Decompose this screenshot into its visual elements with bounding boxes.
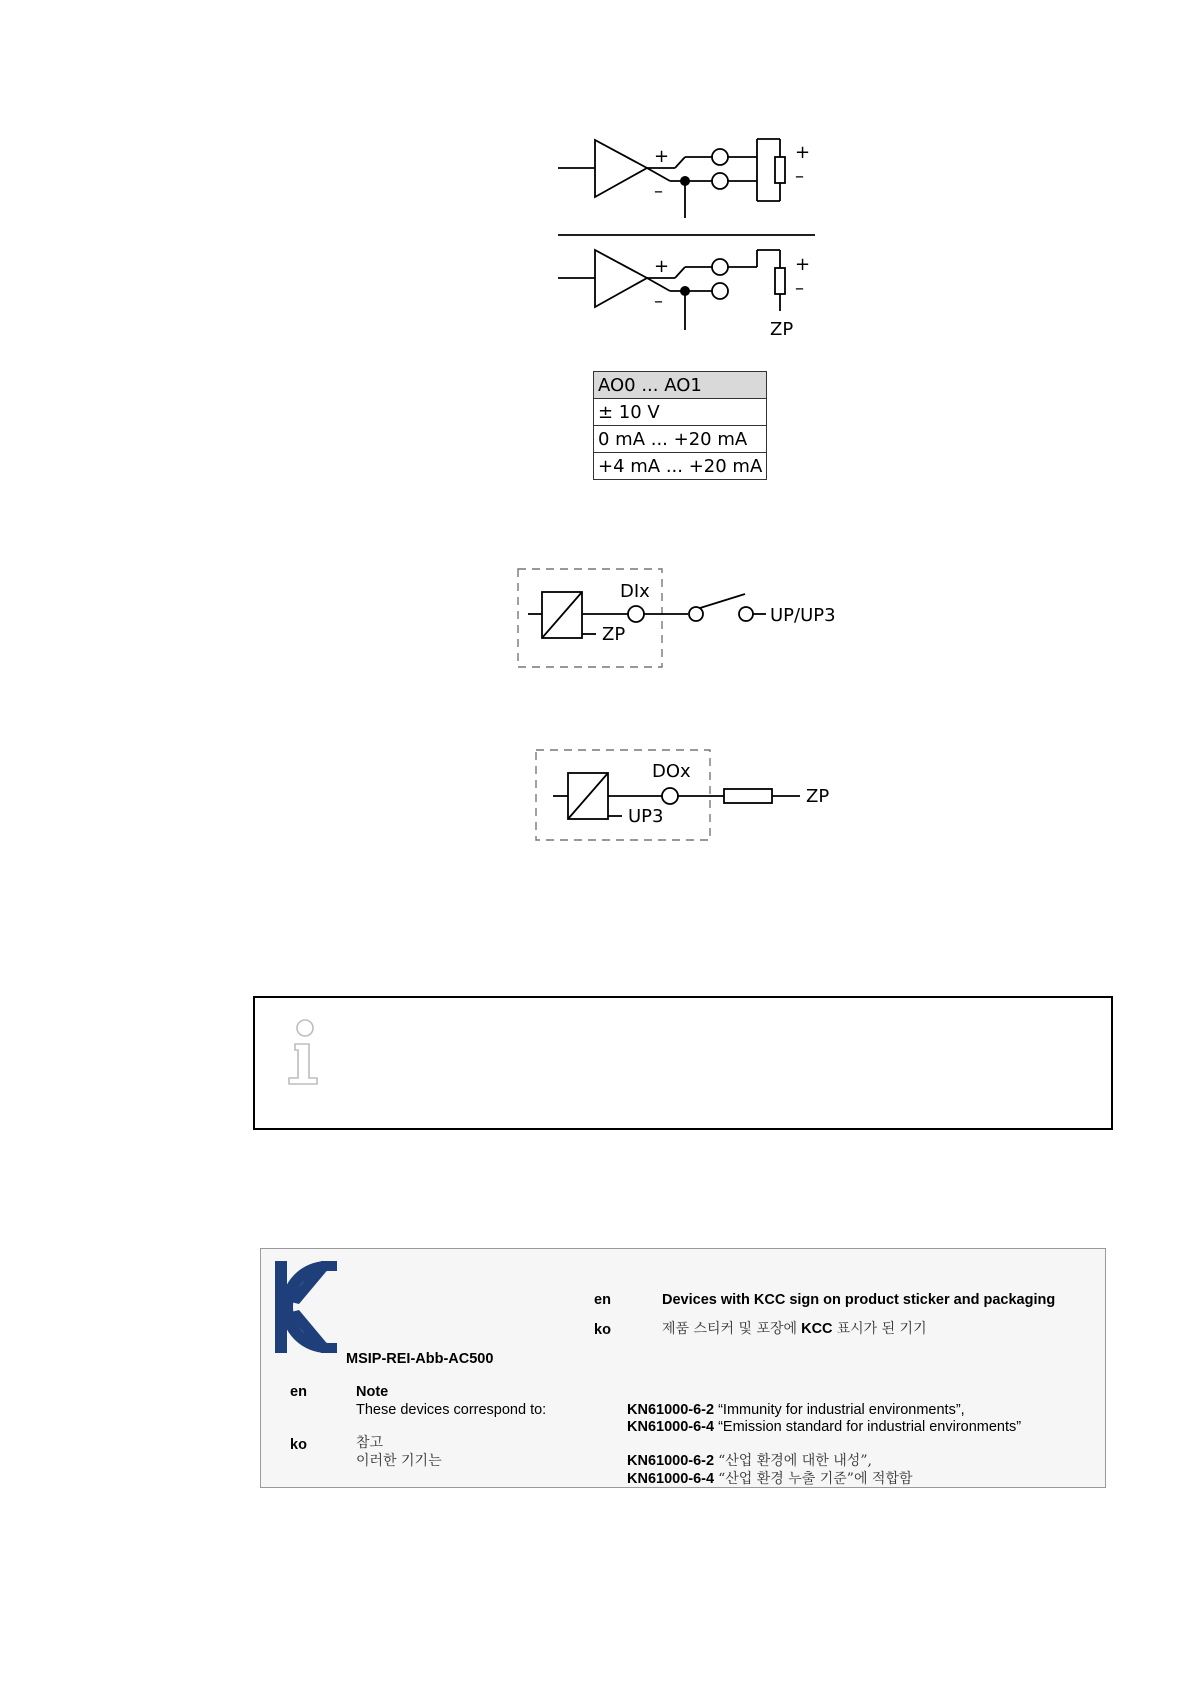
info-icon: [285, 1018, 325, 1090]
std-en-1-text: “Immunity for industrial environments”,: [718, 1402, 965, 1418]
do-ground-label: ZP: [806, 786, 830, 807]
ao-upper-plus: +: [654, 146, 670, 167]
ao-upper-load-minus: –: [795, 166, 804, 187]
note-en-text: These devices correspond to:: [356, 1402, 547, 1418]
std-ko-1-code: KN61000-6-2: [627, 1453, 715, 1469]
table-header: AO0 ... AO1: [594, 372, 767, 399]
std-ko-1-text: “산업 환경에 대한 내성”,: [718, 1453, 872, 1469]
analog-output-diagram: [550, 125, 830, 350]
note-ko-title: 참고: [356, 1435, 384, 1451]
digital-input-diagram: [510, 565, 870, 675]
sticker-en-text: Devices with KCC sign on product sticker and packaging: [662, 1292, 1056, 1308]
ao-lower-minus: –: [654, 291, 663, 312]
info-note-box: [253, 996, 1113, 1130]
ao-lower-plus: +: [654, 256, 670, 277]
ao-lower-load-minus: –: [795, 278, 804, 299]
digital-output-diagram: [528, 748, 848, 858]
table-header-row: [594, 372, 767, 399]
table-cell: ± 10 V: [594, 399, 767, 426]
std-ko-2: [627, 1471, 913, 1488]
std-en-1-code: KN61000-6-2: [627, 1402, 715, 1418]
ao-upper-load-plus: +: [795, 142, 811, 163]
note-en-title: Note: [356, 1384, 389, 1400]
ao-range-table: [593, 371, 767, 480]
do-supply-label: UP3: [628, 806, 664, 827]
std-en-2-text: “Emission standard for industrial environments”: [718, 1419, 1022, 1435]
note-ko-text: 이러한 기기는: [356, 1453, 442, 1469]
kcc-logo: [275, 1261, 337, 1353]
std-en-2: [627, 1419, 1021, 1436]
sticker-ko-text: [662, 1321, 927, 1338]
sticker-en-lang: en: [594, 1292, 611, 1308]
table-row: [594, 426, 767, 453]
std-ko-2-text: “산업 환경 누출 기준”에 적합함: [718, 1471, 913, 1487]
sticker-ko-lang: ko: [594, 1322, 611, 1338]
di-ground-label: ZP: [602, 624, 626, 645]
ao-upper-minus: –: [654, 181, 663, 202]
note-en-lang: en: [290, 1384, 307, 1400]
do-output-label: DOx: [652, 761, 691, 782]
std-ko-2-code: KN61000-6-4: [627, 1471, 715, 1487]
table-cell: 0 mA ... +20 mA: [594, 426, 767, 453]
std-en-2-code: KN61000-6-4: [627, 1419, 715, 1435]
ao-ground-label: ZP: [770, 319, 794, 340]
sticker-ko-kcc: KCC: [801, 1321, 833, 1337]
note-ko-lang: ko: [290, 1437, 307, 1453]
sticker-ko-pre: 제품 스티커 및 포장에: [662, 1321, 798, 1337]
ao-lower-load-plus: +: [795, 254, 811, 275]
table-row: [594, 399, 767, 426]
table-cell: +4 mA ... +20 mA: [594, 453, 767, 480]
std-en-1: [627, 1402, 965, 1419]
table-row: [594, 453, 767, 480]
kcc-cert-number: MSIP-REI-Abb-AC500: [346, 1351, 494, 1367]
di-input-label: DIx: [620, 581, 650, 602]
sticker-ko-post: 표시가 된 기기: [836, 1321, 927, 1337]
kcc-certification-panel: [260, 1248, 1106, 1488]
std-ko-1: [627, 1453, 872, 1470]
di-supply-label: UP/UP3: [770, 605, 836, 626]
